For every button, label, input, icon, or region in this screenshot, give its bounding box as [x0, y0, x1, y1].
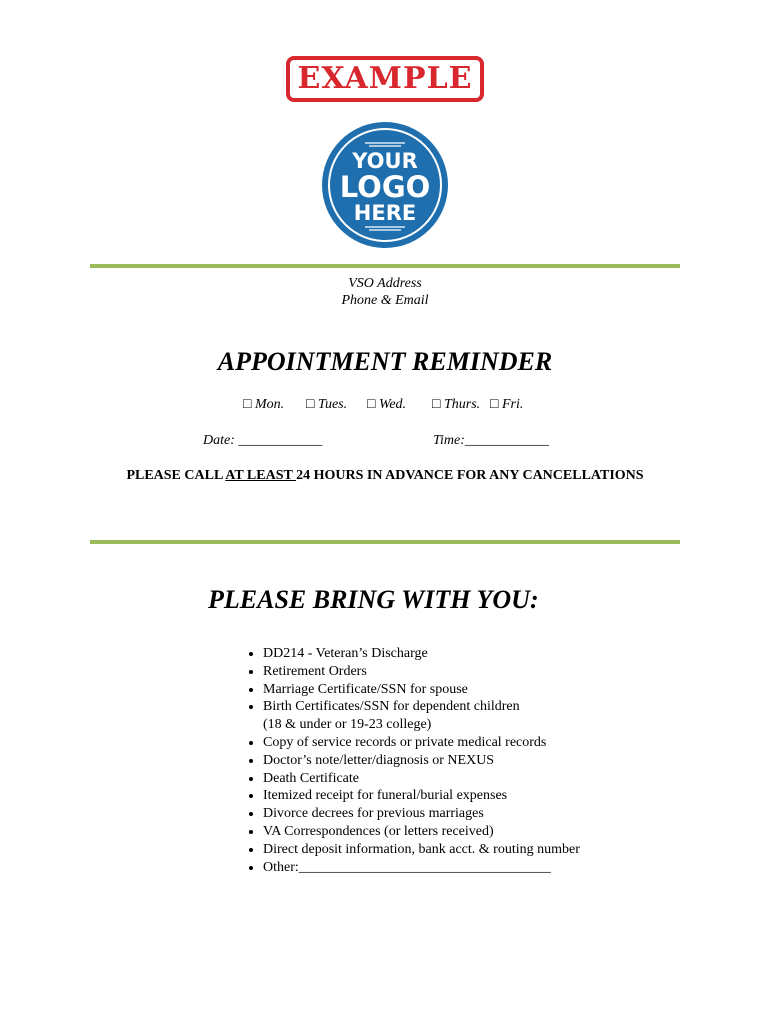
- example-stamp-label: EXAMPLE: [297, 61, 473, 96]
- cancellation-notice: [0, 468, 770, 484]
- bring-items-list: [247, 645, 683, 876]
- time-field[interactable]: Time:____________: [433, 433, 549, 448]
- list-item-continuation: (18 & under or 19-23 college): [263, 717, 432, 733]
- list-item: • Divorce decrees for previous marriages: [263, 805, 683, 823]
- list-item-other[interactable]: • Other:____________________________________: [263, 859, 683, 877]
- list-item: • Direct deposit information, bank acct. & routing number: [263, 841, 683, 859]
- top-divider: [90, 264, 680, 268]
- appointment-title: APPOINTMENT REMINDER: [217, 347, 553, 376]
- list-item: • Retirement Orders: [263, 663, 683, 681]
- example-stamp: [286, 56, 484, 102]
- list-item: • Death Certificate: [263, 770, 683, 788]
- list-item: • Doctor’s note/letter/diagnosis or NEXUS: [263, 752, 683, 770]
- day-checkbox-wed[interactable]: □ Wed.: [367, 397, 407, 412]
- vso-phone-email: Phone & Email: [341, 293, 429, 308]
- day-checkbox-fri[interactable]: □ Fri.: [490, 397, 524, 412]
- vso-address: VSO Address: [348, 276, 422, 291]
- notice-text-end: 24 HOURS IN ADVANCE FOR ANY CANCELLATIONS: [296, 468, 644, 483]
- list-item: • Marriage Certificate/SSN for spouse: [263, 681, 683, 699]
- notice-text-start: PLEASE CALL: [126, 468, 226, 483]
- list-item: • Itemized receipt for funeral/burial expenses: [263, 787, 683, 805]
- list-item: • Birth Certificates/SSN for dependent children: [263, 698, 683, 716]
- middle-divider: [90, 540, 680, 544]
- day-checkbox-thurs[interactable]: □ Thurs.: [432, 397, 481, 412]
- day-checkbox-tues[interactable]: □ Tues.: [306, 397, 348, 412]
- list-item: • DD214 - Veteran’s Discharge: [263, 645, 683, 663]
- logo-placeholder-icon: [321, 121, 449, 249]
- list-item: • VA Correspondences (or letters received): [263, 823, 683, 841]
- day-checkbox-mon[interactable]: □ Mon.: [243, 397, 285, 412]
- bring-title: PLEASE BRING WITH YOU:: [208, 585, 539, 614]
- logo-line-2: LOGO: [339, 170, 431, 204]
- date-field[interactable]: Date: ____________: [203, 433, 323, 448]
- logo-line-3: HERE: [353, 201, 417, 225]
- logo-line-1: YOUR: [352, 149, 418, 173]
- list-item: • Copy of service records or private medical records: [263, 734, 683, 752]
- notice-text-underlined: AT LEAST: [225, 468, 297, 483]
